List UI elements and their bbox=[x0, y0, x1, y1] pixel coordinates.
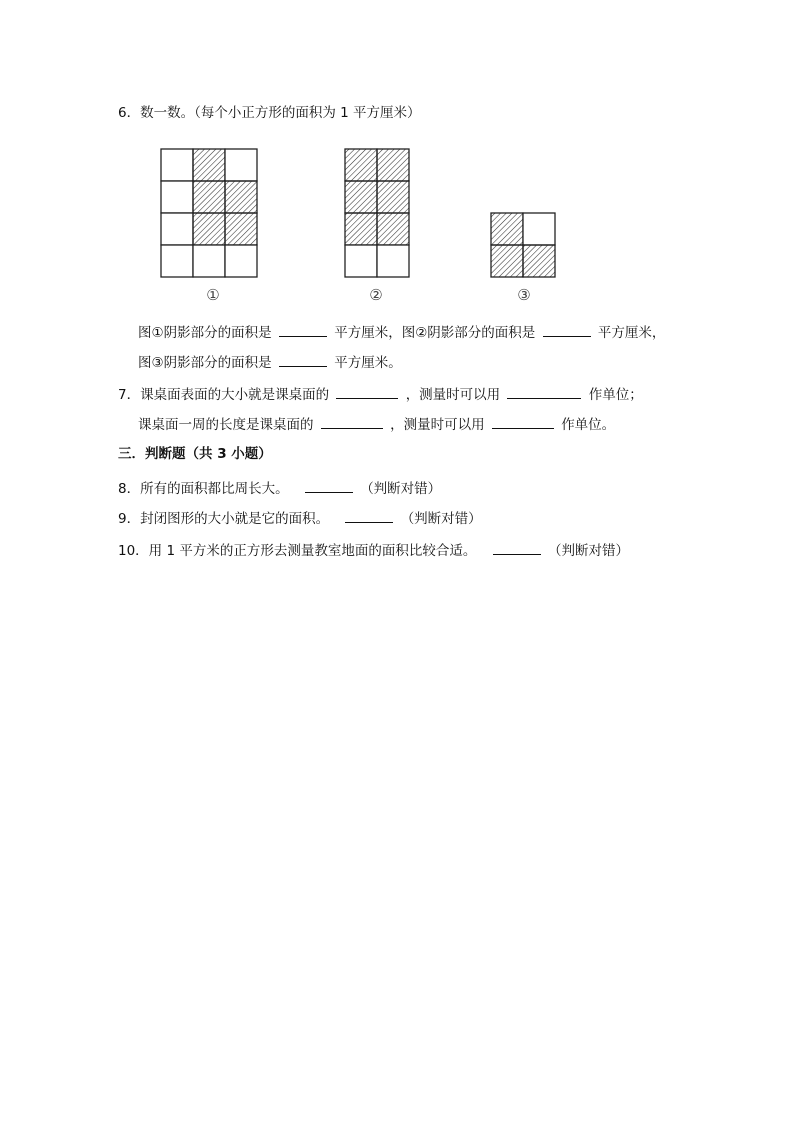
q9-line bbox=[118, 508, 482, 528]
shaded-square bbox=[377, 213, 409, 245]
figure-2-label: ② bbox=[369, 286, 383, 304]
q8-line bbox=[118, 478, 441, 498]
unit-square bbox=[377, 245, 409, 277]
unit-square bbox=[225, 149, 257, 181]
q7-blank-4[interactable] bbox=[492, 414, 554, 429]
q6-title: 6．数一数。（每个小正方形的面积为 1 平方厘米） bbox=[118, 105, 421, 121]
unit-square bbox=[523, 213, 555, 245]
shaded-square bbox=[193, 149, 225, 181]
shaded-square bbox=[491, 245, 523, 277]
unit-square bbox=[161, 149, 193, 181]
shaded-square bbox=[491, 213, 523, 245]
q6-line1-text-c: 平方厘米， bbox=[597, 325, 666, 341]
answer-blank-fig2[interactable] bbox=[543, 322, 591, 337]
figure-3-svg bbox=[490, 212, 558, 280]
q7-line2-text-b: ，测量时可以用 bbox=[390, 417, 485, 433]
unit-square bbox=[161, 213, 193, 245]
shaded-square bbox=[225, 213, 257, 245]
figure-3-label: ③ bbox=[517, 286, 531, 304]
q9-suffix: （判断对错） bbox=[400, 511, 482, 527]
q9-text: 9．封闭图形的大小就是它的面积。 bbox=[118, 511, 330, 527]
unit-square bbox=[225, 245, 257, 277]
shaded-square bbox=[377, 149, 409, 181]
q7-line1-text-b: ，测量时可以用 bbox=[405, 387, 501, 403]
q7-line1-text-c: 作单位； bbox=[588, 387, 643, 403]
shaded-square bbox=[345, 181, 377, 213]
q7-blank-2[interactable] bbox=[507, 384, 581, 399]
q8-text: 8．所有的面积都比周长大。 bbox=[118, 481, 289, 497]
q7-line-1 bbox=[118, 384, 643, 404]
shaded-square bbox=[225, 181, 257, 213]
figure-2-svg bbox=[344, 148, 412, 282]
q8-suffix: （判断对错） bbox=[360, 481, 442, 497]
answer-blank-fig1[interactable] bbox=[279, 322, 327, 337]
unit-square bbox=[345, 245, 377, 277]
shaded-square bbox=[345, 149, 377, 181]
figure-1-grid bbox=[160, 148, 260, 282]
q7-line2-text-c: 作单位。 bbox=[561, 417, 616, 433]
q10-suffix: （判断对错） bbox=[547, 543, 629, 559]
q6-line1-text-a: 图①阴影部分的面积是 bbox=[138, 325, 272, 341]
q7-line2-text-a: 课桌面一周的长度是课桌面的 bbox=[138, 417, 314, 433]
shaded-square bbox=[193, 181, 225, 213]
q10-blank[interactable] bbox=[493, 540, 541, 555]
figure-1-label: ① bbox=[206, 286, 220, 304]
q10-text: 10．用 1 平方米的正方形去测量教室地面的面积比较合适。 bbox=[118, 543, 477, 559]
q9-blank[interactable] bbox=[345, 508, 393, 523]
figure-1-svg bbox=[160, 148, 260, 282]
shaded-square bbox=[345, 213, 377, 245]
q7-line1-text-a: 7．课桌面表面的大小就是课桌面的 bbox=[118, 387, 330, 403]
unit-square bbox=[193, 245, 225, 277]
q10-line bbox=[118, 540, 629, 560]
q7-line-2 bbox=[138, 414, 615, 434]
shaded-square bbox=[523, 245, 555, 277]
q6-answer-line-1 bbox=[138, 322, 665, 342]
q6-answer-line-2 bbox=[138, 352, 402, 372]
shaded-square bbox=[377, 181, 409, 213]
q6-line1-text-b: 平方厘米，图②阴影部分的面积是 bbox=[334, 325, 536, 341]
unit-square bbox=[161, 245, 193, 277]
q8-blank[interactable] bbox=[305, 478, 353, 493]
q7-blank-3[interactable] bbox=[321, 414, 383, 429]
answer-blank-fig3[interactable] bbox=[279, 352, 327, 367]
q6-line2-text-a: 图③阴影部分的面积是 bbox=[138, 355, 272, 371]
figure-2-grid bbox=[344, 148, 412, 282]
figure-3-grid bbox=[490, 212, 558, 280]
q6-line2-text-b: 平方厘米。 bbox=[334, 355, 402, 371]
shaded-square bbox=[193, 213, 225, 245]
unit-square bbox=[161, 181, 193, 213]
section-3-title: 三．判断题（共 3 小题） bbox=[118, 446, 272, 462]
q7-blank-1[interactable] bbox=[336, 384, 398, 399]
